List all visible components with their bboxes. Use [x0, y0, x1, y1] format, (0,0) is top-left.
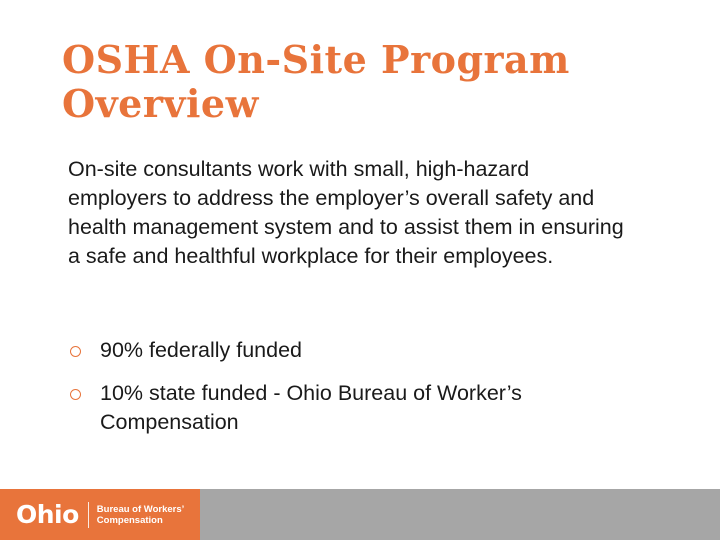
slide-title-line-2: Overview [62, 81, 259, 126]
logo-subtitle-line-2: Compensation [96, 514, 163, 526]
circle-bullet-icon [70, 346, 81, 357]
ohio-bwc-logo [0, 489, 200, 540]
slide-title-line-1: OSHA On-Site Program [62, 37, 570, 82]
logo-wordmark: Ohio [16, 500, 79, 529]
slide-title [62, 38, 682, 126]
footer-bar [200, 489, 720, 540]
logo-divider [88, 502, 89, 528]
bullet-item [68, 379, 628, 437]
bullet-list [68, 336, 628, 451]
bullet-item [68, 336, 628, 365]
logo-subtitle-line-1: Bureau of Workers’ [96, 503, 185, 515]
bullet-text: 10% state funded - Ohio Bureau of Worker’s Compensation [100, 381, 522, 434]
logo-subtitle [97, 504, 184, 526]
intro-paragraph: On-site consultants work with small, high-hazard employers to address the employer’s overall safety and health management system and to assist them in ensuring a safe and healthful workplace for their employees. [68, 157, 624, 268]
circle-bullet-icon [70, 389, 81, 400]
bullet-text: 90% federally funded [100, 338, 303, 362]
